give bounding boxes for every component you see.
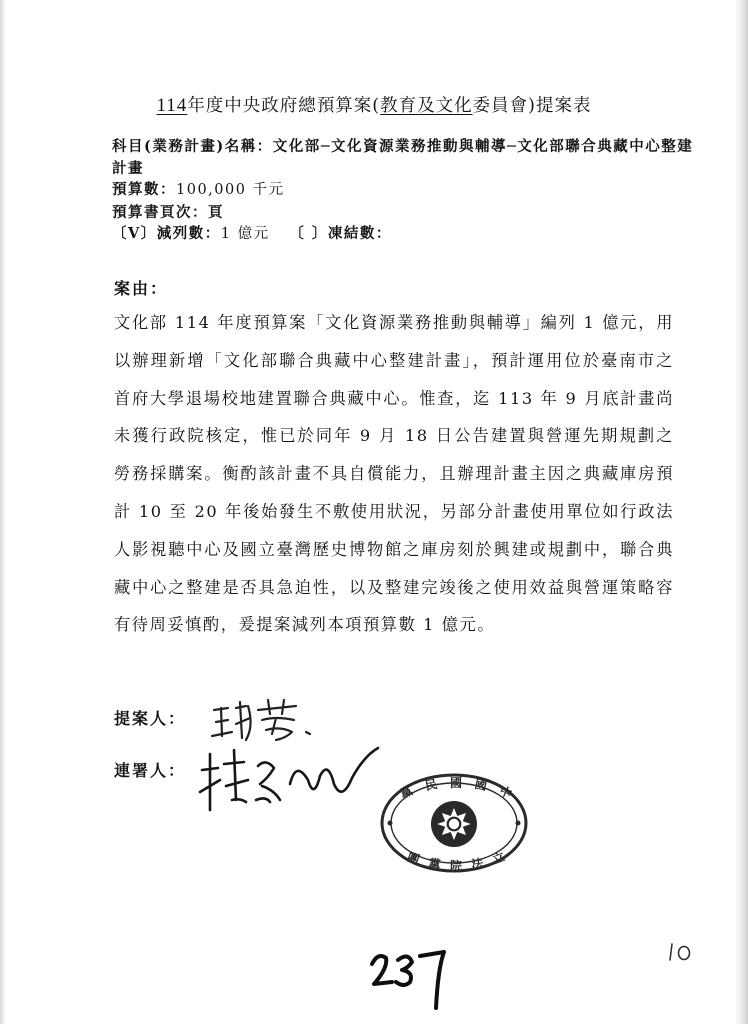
- handwritten-page-number: [368, 938, 452, 1014]
- title-part1: 年度中央政府總預算案(: [187, 96, 381, 116]
- budget-value: 100,000 千元: [176, 182, 285, 198]
- party-caucus-seal: [378, 770, 530, 876]
- page-edge-shadow-right: [734, 0, 748, 1024]
- svg-text:法: 法: [470, 856, 485, 872]
- budget-line: [112, 179, 696, 202]
- page-ref-value: 頁: [208, 203, 224, 221]
- cut-label: 減列數：: [156, 225, 221, 242]
- cut-line: [112, 223, 696, 246]
- svg-text:國: 國: [449, 776, 463, 790]
- svg-text:國: 國: [473, 776, 489, 794]
- cosigner-label: 連署人：: [114, 761, 187, 780]
- page-ref-line: [112, 202, 696, 224]
- svg-text:黨: 黨: [427, 856, 442, 872]
- page-mark: [666, 940, 696, 964]
- page-edge-shadow-left: [0, 0, 6, 1024]
- svg-text:立: 立: [490, 849, 507, 867]
- freeze-label: 凍結數：: [327, 225, 392, 242]
- title-committee: 教育及文化: [380, 96, 473, 116]
- subject-label: 科目(業務計畫)名稱：: [112, 138, 273, 155]
- document-title: [0, 92, 748, 117]
- freeze-checkbox: 〔 〕: [289, 225, 328, 242]
- page-ref-label: 預算書頁次：: [112, 203, 208, 221]
- reason-text: 文化部 114 年度預算案「文化資源業務推動與輔導」編列 1 億元，用以辦理新增「文化部聯合典藏中心整建計畫」，預計運用位於臺南市之首府大學退場校地建置聯合典藏中心。惟查，迄 113 年 9 月底計畫尚未獲行政院核定，惟已於同年 9 月 18 日公告建置與營運先期規劃之勞務採購案。衡酌該計畫不具自償能力，且辦理計畫主因之典藏庫房預計 10 至 20 年後始發生不敷使用狀況，另部分計畫使用單位如行政法人影視聽中心及國立臺灣歷史博物館之庫房刻於興建或規劃中，聯合典藏中心之整建是否具急迫性，以及整建完竣後之使用效益與營運策略容有待周妥慎酌，爰提案減列本項預算數 1 億元。: [114, 313, 674, 635]
- proposer-label: 提案人：: [114, 709, 187, 728]
- subject-value: 文化部─文化資源業務推動與輔導─文化部聯合典藏中心整建計畫: [112, 138, 694, 177]
- budget-label: 預算數：: [112, 181, 176, 198]
- title-part2: 委員會)提案表: [472, 96, 592, 116]
- svg-text:團: 團: [405, 849, 422, 867]
- cosigner-signature: [196, 740, 386, 820]
- title-year: 114: [156, 95, 188, 116]
- cut-checkbox: 〔V〕: [112, 225, 157, 242]
- svg-text:民: 民: [423, 776, 439, 794]
- svg-text:院: 院: [449, 859, 463, 873]
- svg-text:中: 中: [497, 783, 515, 802]
- reason-label: 案由：: [114, 279, 169, 298]
- subject-line: [112, 136, 696, 179]
- cut-value: 1 億元: [220, 226, 270, 242]
- proposal-meta: [112, 136, 696, 246]
- svg-text:黨: 黨: [397, 783, 415, 802]
